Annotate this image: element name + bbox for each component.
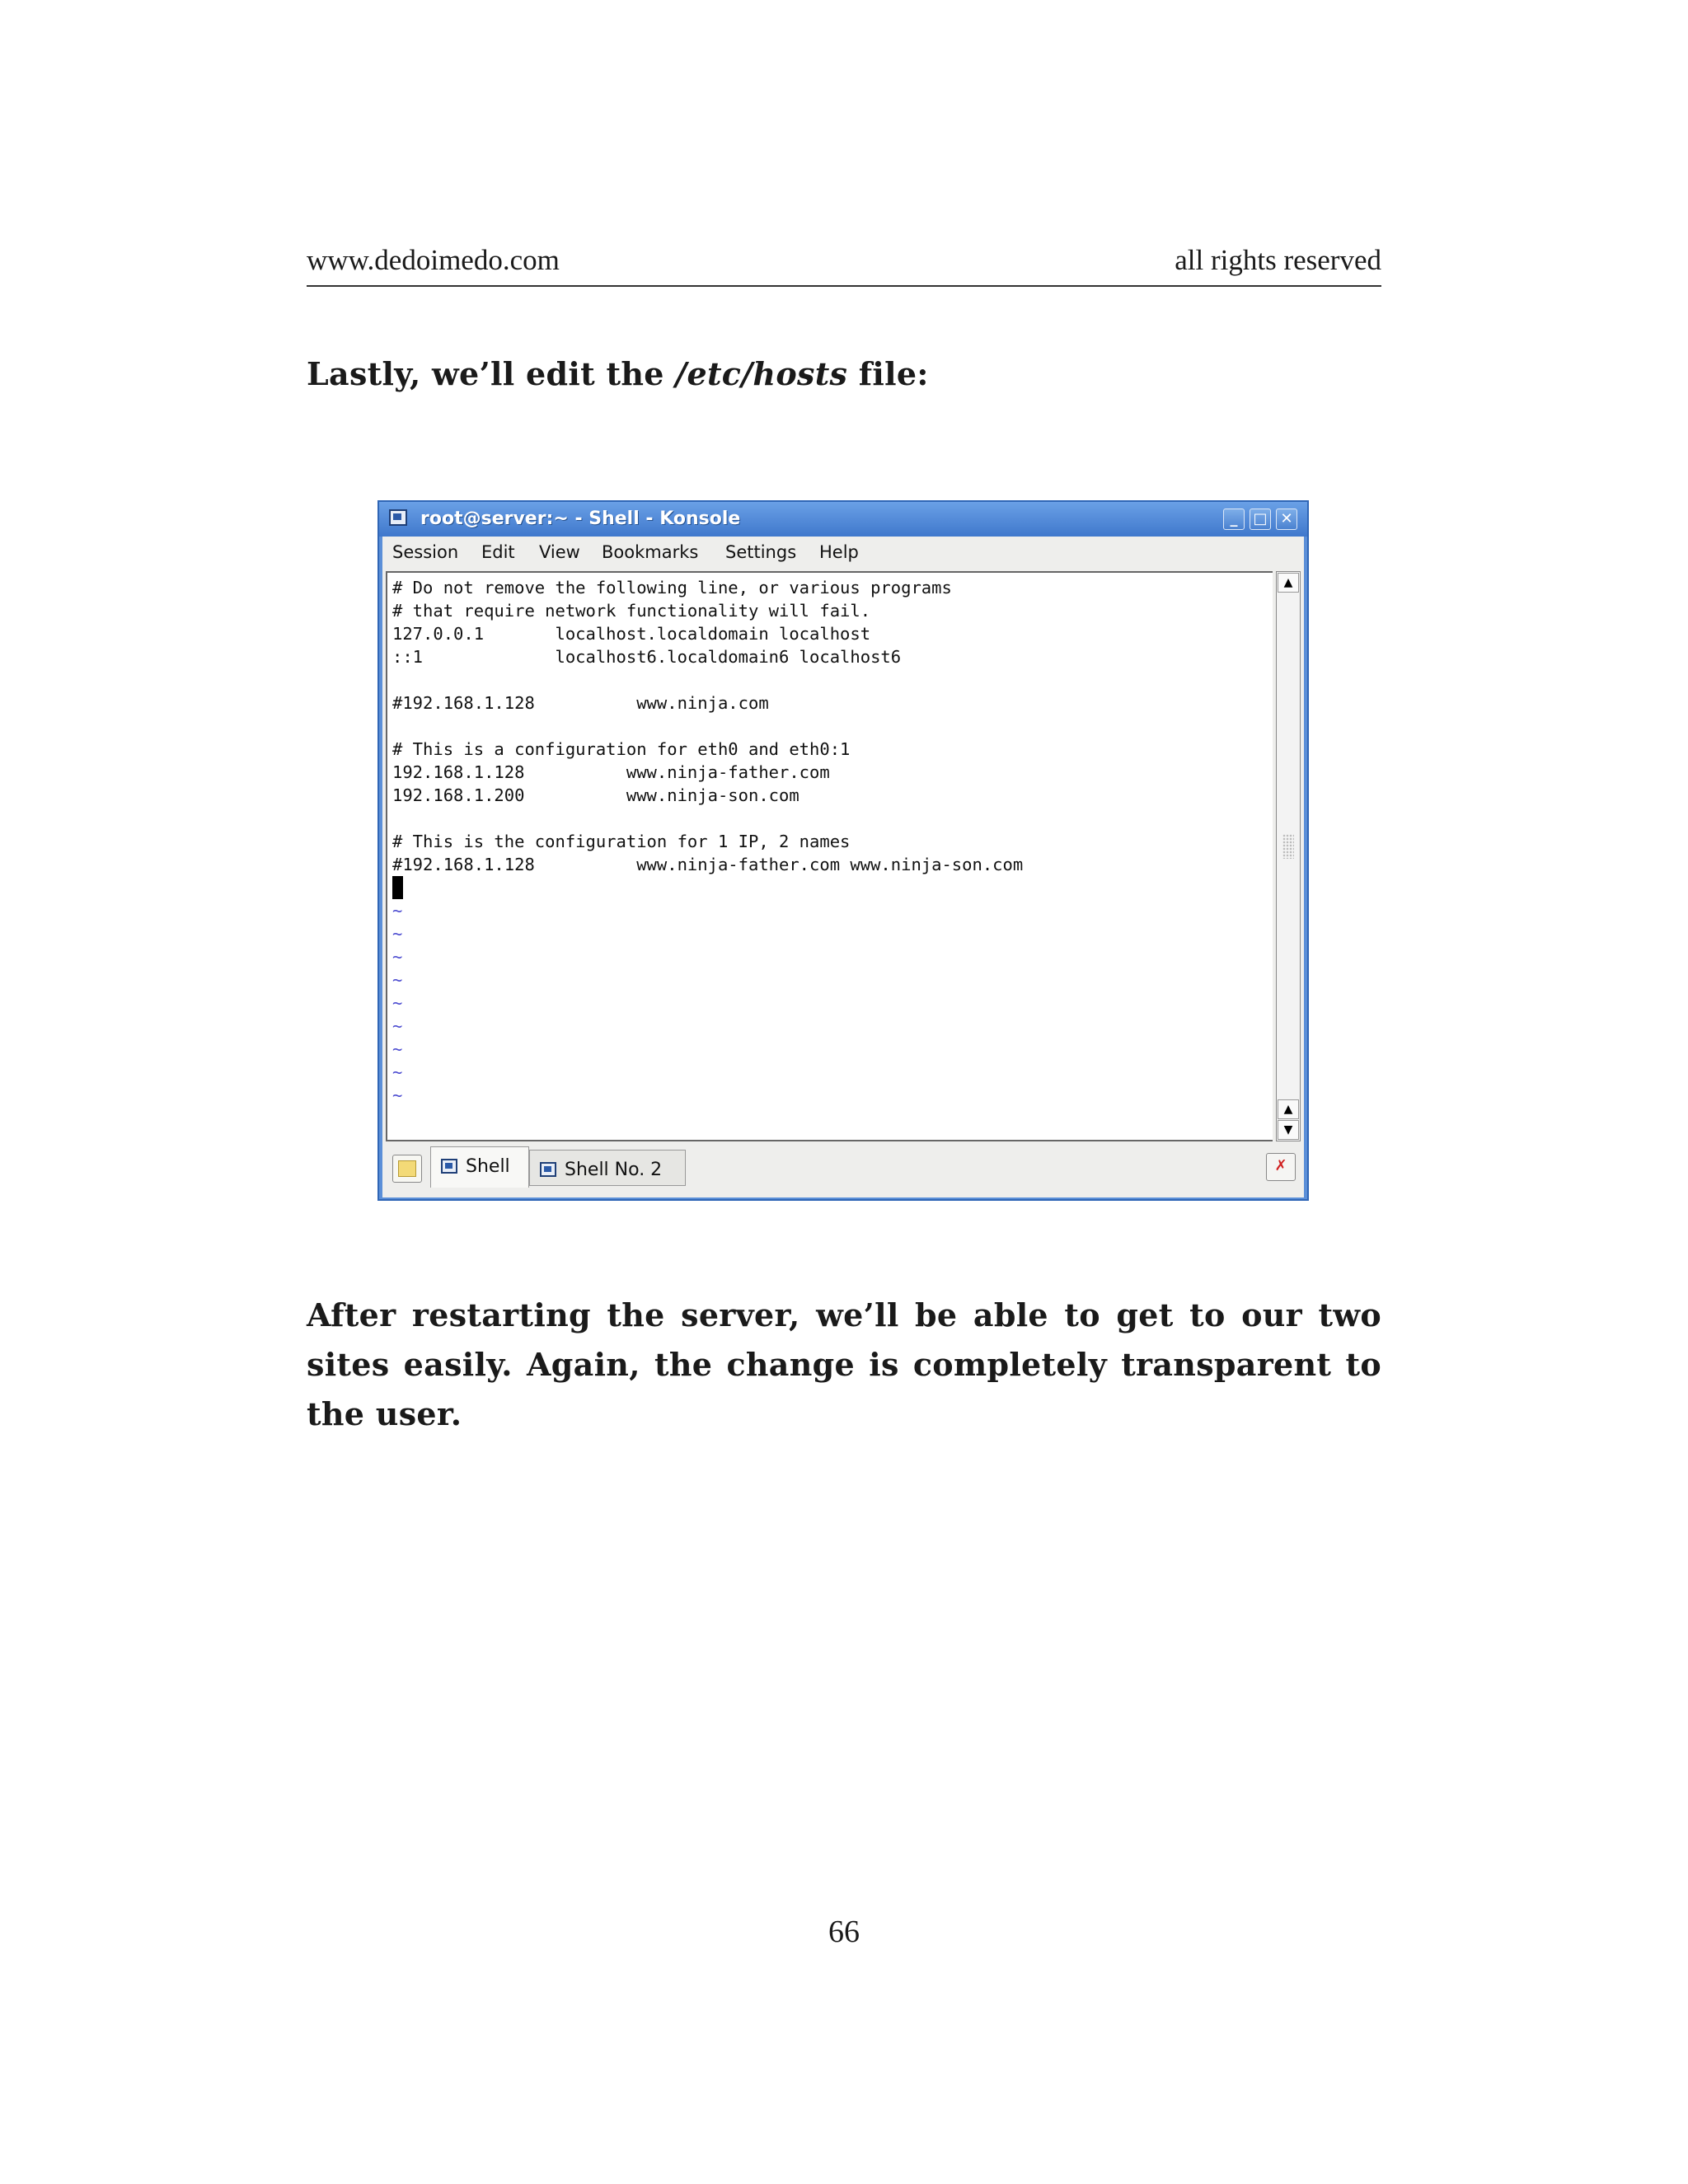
menu-settings[interactable]: Settings [725,542,797,562]
empty-line-tilde: ~ [392,1085,403,1105]
terminal-line: 192.168.1.200 www.ninja-son.com [392,785,799,805]
menu-help[interactable]: Help [819,542,859,562]
scroll-up-bottom-icon[interactable]: ▲ [1278,1099,1299,1119]
terminal-line: #192.168.1.128 www.ninja.com [392,693,769,713]
intro-path: /etc/hosts [675,355,848,392]
terminal-line: ::1 localhost6.localdomain6 localhost6 [392,647,902,667]
minimize-button[interactable]: _ [1223,509,1245,530]
terminal-line: 127.0.0.1 localhost.localdomain localhost [392,624,871,644]
terminal-line: # Do not remove the following line, or various programs [392,578,952,598]
konsole-icon [540,1162,556,1177]
close-tab-icon[interactable]: ✗ [1266,1153,1296,1181]
menu-session[interactable]: Session [392,542,459,562]
vertical-scrollbar[interactable] [1276,571,1301,1141]
maximize-button[interactable]: □ [1250,509,1271,530]
menu-bar [382,537,1304,568]
title-bar[interactable] [379,502,1307,537]
page-header [307,244,1381,287]
konsole-icon [441,1159,457,1174]
menu-view[interactable]: View [539,542,580,562]
intro-after: file: [847,355,929,392]
header-rights: all rights reserved [1175,244,1381,276]
empty-line-tilde: ~ [392,947,403,967]
empty-line-tilde: ~ [392,993,403,1013]
terminal-line: # This is a configuration for eth0 and eth0:1 [392,739,851,759]
new-tab-icon[interactable] [392,1155,422,1183]
close-button[interactable]: ✕ [1276,509,1297,530]
empty-line-tilde: ~ [392,1039,403,1059]
terminal-line: # This is the configuration for 1 IP, 2 names [392,832,851,851]
header-site: www.dedoimedo.com [307,244,560,276]
empty-line-tilde: ~ [392,901,403,921]
empty-line-tilde: ~ [392,970,403,990]
window-title: root@server:~ - Shell - Konsole [420,509,741,529]
empty-line-tilde: ~ [392,1062,403,1082]
scroll-down-icon[interactable]: ▼ [1278,1120,1299,1140]
menu-edit[interactable]: Edit [481,542,515,562]
tab-bar [382,1141,1304,1197]
terminal-line: #192.168.1.128 www.ninja-father.com www.ninja-son.com [392,855,1024,874]
terminal-line: 192.168.1.128 www.ninja-father.com [392,762,830,782]
scroll-up-icon[interactable]: ▲ [1278,573,1299,593]
outro-paragraph: After restarting the server, we’ll be able to get to our two sites easily. Again, the change is completely transparent to the user. [307,1296,1381,1432]
tab-shell[interactable] [430,1146,529,1188]
intro-paragraph [307,349,1381,399]
konsole-window [377,500,1309,1201]
terminal-area [382,568,1304,1141]
terminal-view[interactable] [386,571,1273,1141]
empty-line-tilde: ~ [392,924,403,944]
scroll-grip-icon[interactable] [1282,834,1294,859]
page-number: 66 [828,1915,860,1949]
menu-bookmarks[interactable]: Bookmarks [602,542,699,562]
intro-before: Lastly, we’ll edit the [307,355,676,392]
terminal-line: # that require network functionality will fail. [392,601,871,621]
text-cursor [392,876,403,899]
empty-line-tilde: ~ [392,1016,403,1036]
tab-shell-no-2[interactable] [529,1150,686,1186]
tab-shell-label: Shell [466,1156,510,1177]
konsole-icon [389,509,407,526]
tab-shell-no-2-label: Shell No. 2 [565,1160,663,1180]
